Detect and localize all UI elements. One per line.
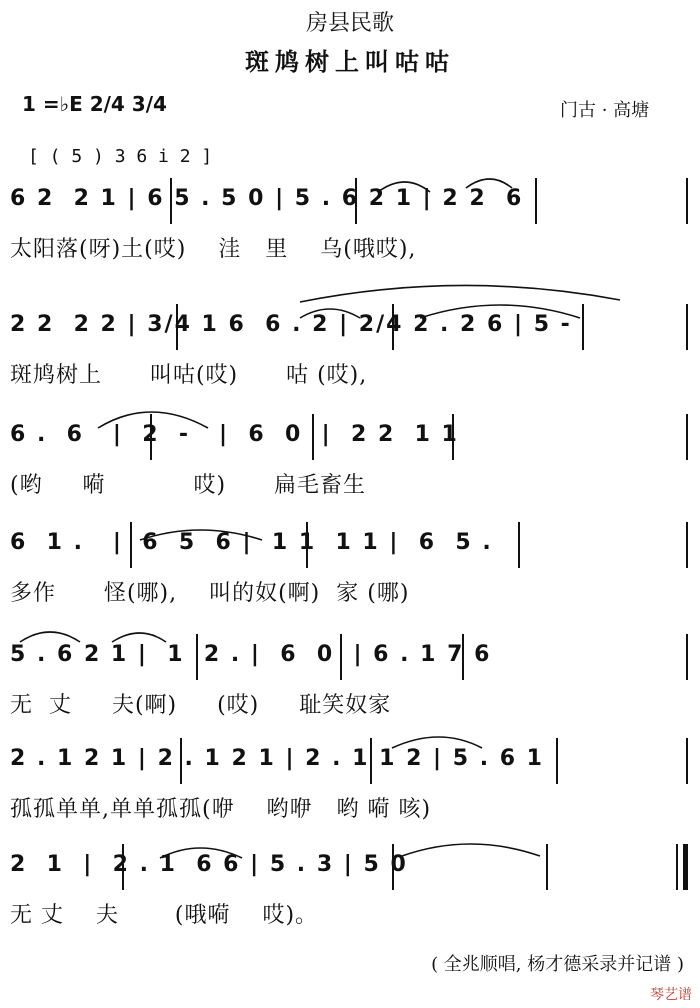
barline xyxy=(196,634,198,680)
barline xyxy=(122,844,124,890)
barline xyxy=(312,414,314,460)
barline xyxy=(180,738,182,784)
site-watermark: 琴艺谱 xyxy=(650,987,692,1003)
barline xyxy=(518,522,520,568)
key-signature: 1 =♭E 2/4 3/4 xyxy=(22,92,167,116)
barline xyxy=(686,634,688,680)
barline xyxy=(130,522,132,568)
barline xyxy=(582,304,584,350)
barline xyxy=(392,844,394,890)
barline xyxy=(462,634,464,680)
song-category: 房县民歌 xyxy=(305,11,394,36)
barline xyxy=(150,414,152,460)
barline xyxy=(556,738,558,784)
notation-line: 2 2 2 2 | 3/4 1 6 6 . 2 | 2/4 2 . 2 6 | 5 - xyxy=(10,312,572,337)
performer-credit: ( 全兆顺唱, 杨才德采录并记谱 ) xyxy=(431,954,684,975)
barline xyxy=(355,178,357,224)
lyrics-line: 多作 怪(哪), 叫的奴(啊) 家 (哪) xyxy=(10,581,410,606)
slur-arc xyxy=(300,285,620,302)
notation-line: 6 2 2 1 | 6 5 . 5 0 | 5 . 6 2 1 | 2 2 6 xyxy=(10,186,524,211)
barline xyxy=(535,178,537,224)
final-barline xyxy=(676,844,688,890)
lyrics-line: 斑鸠树上 叫咕(哎) 咕 (哎), xyxy=(10,363,368,388)
barline xyxy=(686,414,688,460)
notation-line: 6 . 6 | 2 - | 6 0 | 2 2 1 1 xyxy=(10,422,459,447)
barline xyxy=(340,634,342,680)
notation-line: 2 . 1 2 1 | 2 . 1 2 1 | 2 . 1 1 2 | 5 . 6 1 xyxy=(10,746,544,771)
notation-line: 5 . 6 2 1 | 1 2 . | 6 0 | 6 . 1 7 6 xyxy=(10,642,492,667)
lyrics-line: 孤孤单单,单单孤孤(咿 哟咿 哟 嗬 咳) xyxy=(10,797,432,822)
barline xyxy=(546,844,548,890)
barline xyxy=(170,178,172,224)
lyrics-line: (哟 嗬 哎) 扁毛畜生 xyxy=(10,473,367,498)
lyrics-line: 无 丈 夫(啊) (哎) 耻笑奴家 xyxy=(10,693,392,718)
slur-arc xyxy=(20,632,80,642)
barline xyxy=(686,304,688,350)
barline xyxy=(452,414,454,460)
region-credit: 门古 · 高塘 xyxy=(560,100,650,121)
barline xyxy=(686,522,688,568)
lyrics-line: 太阳落(呀)土(哎) 洼 里 乌(哦哎), xyxy=(10,237,417,262)
barline xyxy=(370,738,372,784)
barline xyxy=(176,304,178,350)
intro-phrase: [ ( 5 ) 3 6 i 2 ] xyxy=(28,146,213,167)
slur-arc xyxy=(112,633,166,642)
barline xyxy=(686,738,688,784)
barline xyxy=(392,304,394,350)
notation-line: 2 1 | 2 . 1 6 6 | 5 . 3 | 5 0 xyxy=(10,852,408,877)
song-title: 斑鸠树上叫咕咕 xyxy=(245,47,455,76)
lyrics-line: 无 丈 夫 (哦嗬 哎)。 xyxy=(10,903,319,928)
notation-line: 6 1 . | 6 5 6 | 1 1 1 1 | 6 5 . xyxy=(10,530,493,555)
barline xyxy=(306,522,308,568)
barline xyxy=(686,178,688,224)
